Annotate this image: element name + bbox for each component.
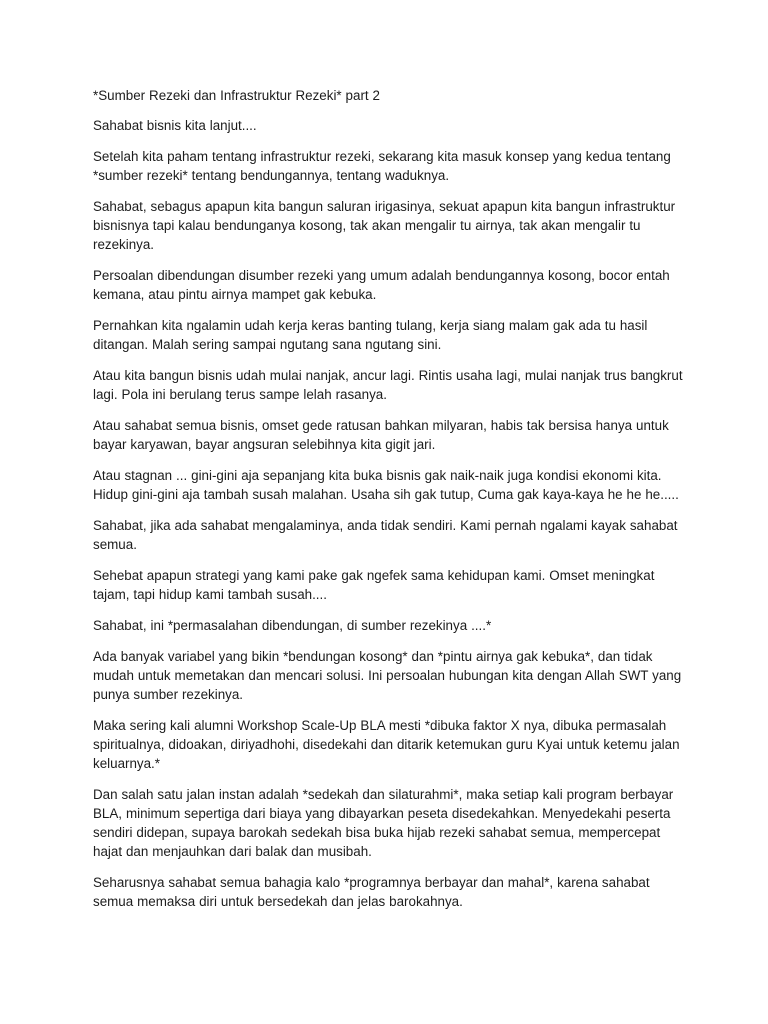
paragraph-5: Pernahkan kita ngalamin udah kerja keras banting tulang, kerja siang malam gak ada tu hasil ditangan. Malah sering sampai ngutang sana ngutang sini. [93, 318, 648, 352]
paragraph-7: Atau sahabat semua bisnis, omset gede ratusan bahkan milyaran, habis tak bersisa hanya untuk bayar karyawan, bayar angsuran selebihnya kita gigit jari. [93, 418, 669, 452]
paragraph-6: Atau kita bangun bisnis udah mulai nanjak, ancur lagi. Rintis usaha lagi, mulai nanjak trus bangkrut lagi. Pola ini berulang terus sampe lelah rasanya. [93, 368, 683, 402]
paragraph-11: Sahabat, ini *permasalahan dibendungan, di sumber rezekinya ....* [93, 618, 492, 633]
paragraph-1: Sahabat bisnis kita lanjut.... [93, 118, 257, 133]
paragraph-8: Atau stagnan ... gini-gini aja sepanjang kita buka bisnis gak naik-naik juga kondisi ekonomi kita. Hidup gini-gini aja tambah susah malahan. Usaha sih gak tutup, Cuma gak kaya-kaya he he he..... [93, 468, 679, 502]
paragraph-3: Sahabat, sebagus apapun kita bangun saluran irigasinya, sekuat apapun kita bangun infrastruktur bisnisnya tapi kalau bendunganya kosong, tak akan mengalir tu airnya, tak akan mengalir tu rezekinya. [93, 199, 676, 252]
paragraph-13: Maka sering kali alumni Workshop Scale-Up BLA mesti *dibuka faktor X nya, dibuka permasalah spiritualnya, didoakan, diriyadhohi, disedekahi dan ditarik ketemukan guru Kyai untuk ketemu jalan keluarnya.* [93, 718, 680, 771]
paragraph-10: Sehebat apapun strategi yang kami pake gak ngefek sama kehidupan kami. Omset meningkat tajam, tapi hidup kami tambah susah.... [93, 568, 655, 602]
paragraph-2: Setelah kita paham tentang infrastruktur rezeki, sekarang kita masuk konsep yang kedua tentang *sumber rezeki* tentang bendungannya, tentang waduknya. [93, 149, 671, 183]
paragraph-12: Ada banyak variabel yang bikin *bendungan kosong* dan *pintu airnya gak kebuka*, dan tidak mudah untuk memetakan dan mencari solusi. Ini persoalan hubungan kita dengan Allah SWT yang punya sumber rezekinya. [93, 649, 682, 702]
paragraph-14: Dan salah satu jalan instan adalah *sedekah dan silaturahmi*, maka setiap kali program berbayar BLA, minimum sepertiga dari biaya yang dibayarkan peseta disedekahkan. Menyedekahi peserta sendiri didepan, supaya barokah sedekah bisa buka hijab rezeki sahabat semua, mempercepat hajat dan menjauhkan dari balak dan musibah. [93, 787, 674, 859]
paragraph-4: Persoalan dibendungan disumber rezeki yang umum adalah bendungannya kosong, bocor entah kemana, atau pintu airnya mampet gak kebuka. [93, 268, 670, 302]
paragraph-15: Seharusnya sahabat semua bahagia kalo *programnya berbayar dan mahal*, karena sahabat semua memaksa diri untuk bersedekah dan jelas barokahnya. [93, 875, 650, 909]
paragraph-9: Sahabat, jika ada sahabat mengalaminya, anda tidak sendiri. Kami pernah ngalami kayak sahabat semua. [93, 518, 678, 552]
document-title: *Sumber Rezeki dan Infrastruktur Rezeki* part 2 [93, 88, 380, 103]
